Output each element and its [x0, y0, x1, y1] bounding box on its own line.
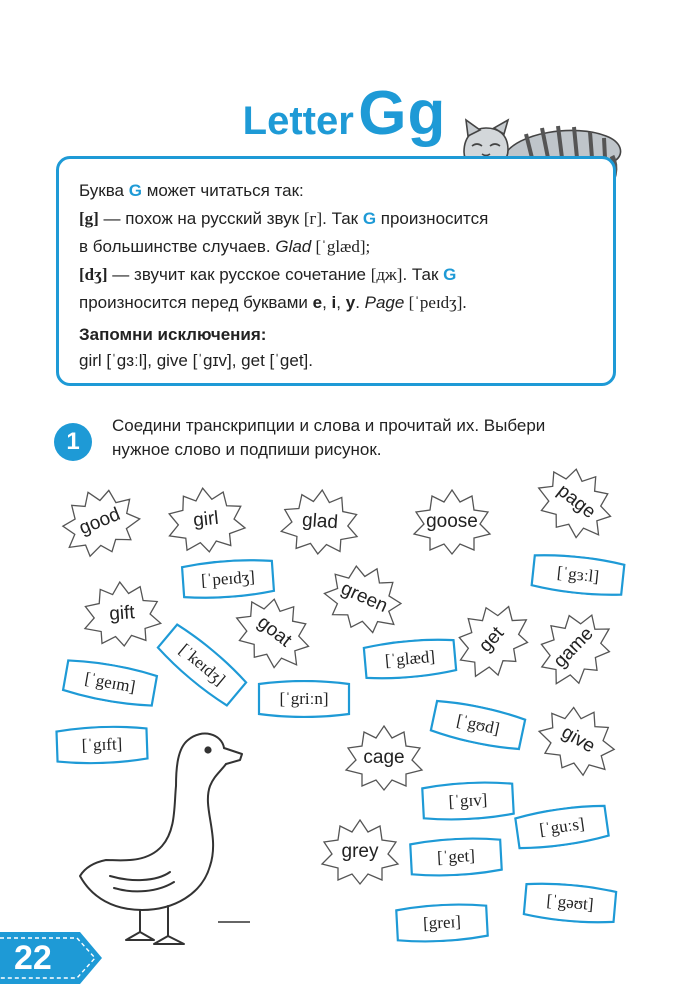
word-leaf[interactable] — [276, 483, 365, 561]
word-leaf[interactable] — [78, 575, 167, 653]
rule-line-3: в большинстве случаев. Glad [ˈglæd]; — [79, 237, 371, 256]
transcription-tag[interactable] — [427, 696, 529, 753]
transcription-tag[interactable] — [521, 880, 620, 926]
leaf-word: green — [337, 578, 391, 618]
leaf-word: cage — [363, 747, 405, 768]
tag-text: [ˈget] — [436, 846, 476, 867]
rule-box — [56, 156, 616, 386]
tag-text: [ˈgɜːl] — [556, 562, 600, 587]
leaf-word: glad — [301, 509, 339, 534]
rule-line-1: Буква G может читаться так: — [79, 181, 304, 200]
rule-line-4: [dʒ] — звучит как русское сочетание [дж]. Так G — [79, 265, 457, 284]
word-leaf[interactable] — [519, 593, 629, 703]
leaf-word: goose — [426, 511, 478, 532]
leaf-word: give — [557, 721, 599, 758]
transcription-tag[interactable] — [179, 557, 277, 602]
leaf-word: page — [553, 480, 600, 523]
transcription-tag[interactable] — [361, 636, 460, 682]
title-letters: Gg — [358, 79, 447, 148]
exceptions-heading: Запомни исключения: — [79, 325, 267, 344]
word-leaf[interactable] — [521, 448, 632, 556]
title-word: Letter — [242, 99, 354, 143]
tag-text: [ˈgʊd] — [454, 710, 502, 739]
tag-text: [ˈglæd] — [384, 646, 436, 671]
tag-text: [ˈgəʊt] — [545, 890, 595, 915]
tag-text: [ˈgriːn] — [279, 689, 329, 708]
tag-text: [ˈpeɪdʒ] — [200, 567, 256, 590]
transcription-tag[interactable] — [419, 780, 517, 823]
page-number-tab — [0, 926, 104, 986]
word-leaf[interactable] — [410, 486, 494, 558]
exceptions-list: girl [ˈgɜːl], give [ˈgɪv], get [ˈget]. — [79, 351, 313, 370]
transcription-tag[interactable] — [393, 902, 491, 945]
leaf-word: game — [549, 623, 598, 673]
transcription-tag[interactable] — [407, 836, 505, 879]
leaf-word: gift — [108, 602, 136, 625]
word-leaf[interactable] — [342, 722, 426, 794]
exercise-instruction-line-1: Соедини транскрипции и слова и прочитай их. Выбери — [112, 416, 546, 435]
tag-text: [ˈguːs] — [538, 813, 586, 840]
tag-text: [greɪ] — [422, 912, 462, 933]
exercise-number: 1 — [54, 423, 92, 461]
tag-text: [ˈkeɪdʒ] — [175, 640, 230, 690]
tag-text: [ˈgɪv] — [448, 790, 488, 812]
exercise-instruction-line-2: нужное слово и подпиши рисунок. — [112, 440, 382, 459]
word-leaf[interactable] — [311, 548, 417, 648]
leaf-word: grey — [341, 841, 379, 862]
leaf-word: good — [76, 503, 124, 540]
word-leaf[interactable] — [524, 688, 633, 792]
rule-line-2: [g] — похож на русский звук [г]. Так G произносится — [79, 209, 489, 228]
transcription-tag[interactable] — [512, 802, 612, 853]
word-leaf[interactable] — [160, 480, 251, 560]
goose-illustration — [70, 726, 250, 958]
leaf-word: goat — [253, 611, 296, 652]
word-leaf[interactable] — [48, 473, 153, 571]
transcription-tag[interactable] — [256, 680, 352, 718]
word-leaf[interactable] — [318, 816, 402, 888]
tag-text: [ˈgɪft] — [81, 734, 123, 755]
rule-line-5: произносится перед буквами e, i, y. Page [ˈpeɪdʒ]. — [79, 293, 467, 312]
transcription-tag[interactable] — [59, 656, 160, 710]
leaf-word: get — [474, 622, 509, 657]
transcription-tag[interactable] — [528, 551, 627, 599]
tag-text: [ˈgeɪm] — [83, 668, 137, 697]
page-number: 22 — [14, 939, 52, 977]
leaf-word: girl — [192, 507, 220, 532]
